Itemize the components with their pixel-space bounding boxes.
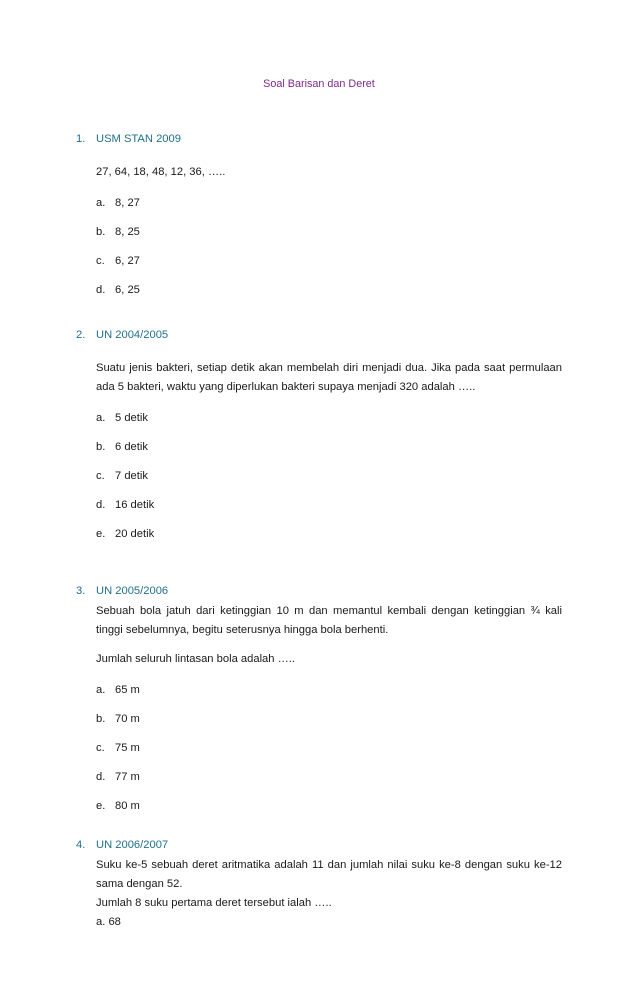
question-source: USM STAN 2009: [96, 133, 181, 145]
option-a: a. 65 m: [96, 684, 140, 696]
option-a: a. 8, 27: [96, 197, 140, 209]
option-c: c. 6, 27: [96, 255, 140, 267]
question-source: UN 2005/2006: [96, 585, 169, 597]
option-a: a. 68: [96, 916, 121, 928]
question-stem: Suku ke-5 sebuah deret aritmatika adalah 11 dan jumlah nilai suku ke-8 dengan suku ke-12 sama dengan 52.: [96, 859, 562, 890]
option-a: a. 5 detik: [96, 412, 148, 424]
options-list: [96, 189, 562, 305]
option-c: c. 75 m: [96, 742, 140, 754]
question-number: 2.: [76, 329, 86, 341]
option-c: c. 7 detik: [96, 470, 148, 482]
question-prompt: Jumlah seluruh lintasan bola adalah …..: [96, 653, 296, 665]
question-header: [76, 837, 562, 853]
options-list: [96, 913, 562, 932]
question-number: 4.: [76, 839, 86, 851]
question-1: [76, 131, 562, 305]
question-source: UN 2004/2005: [96, 329, 169, 341]
question-number: 1.: [76, 133, 86, 145]
question-header: [76, 131, 562, 147]
question-3: [76, 583, 562, 821]
question-number: 3.: [76, 585, 86, 597]
option-b: b. 70 m: [96, 713, 140, 725]
question-stem: Suatu jenis bakteri, setiap detik akan membelah diri menjadi dua. Jika pada saat permulaan ada 5 bakteri, waktu yang diperlukan bakteri supaya menjadi 320 adalah …..: [96, 362, 562, 393]
option-d: d. 6, 25: [96, 284, 140, 296]
question-header: [76, 327, 562, 343]
page-title: Soal Barisan dan Deret: [263, 78, 375, 90]
question-header: [76, 583, 562, 599]
option-b: b. 6 detik: [96, 441, 148, 453]
question-stem: 27, 64, 18, 48, 12, 36, …..: [96, 166, 226, 178]
question-stem: Sebuah bola jatuh dari ketinggian 10 m dan memantul kembali dengan ketinggian ¾ kali tinggi sebelumnya, begitu seterusnya hingga bola berhenti.: [96, 605, 562, 636]
option-d: d. 16 detik: [96, 499, 155, 511]
option-e: e. 80 m: [96, 800, 140, 812]
question-prompt: Jumlah 8 suku pertama deret tersebut ialah …..: [96, 897, 332, 909]
options-list: [96, 404, 562, 549]
option-e: e. 20 detik: [96, 528, 155, 540]
question-source: UN 2006/2007: [96, 839, 169, 851]
question-2: [76, 327, 562, 549]
options-list: [96, 676, 562, 821]
option-d: d. 77 m: [96, 771, 140, 783]
question-4: [76, 837, 562, 932]
option-b: b. 8, 25: [96, 226, 140, 238]
